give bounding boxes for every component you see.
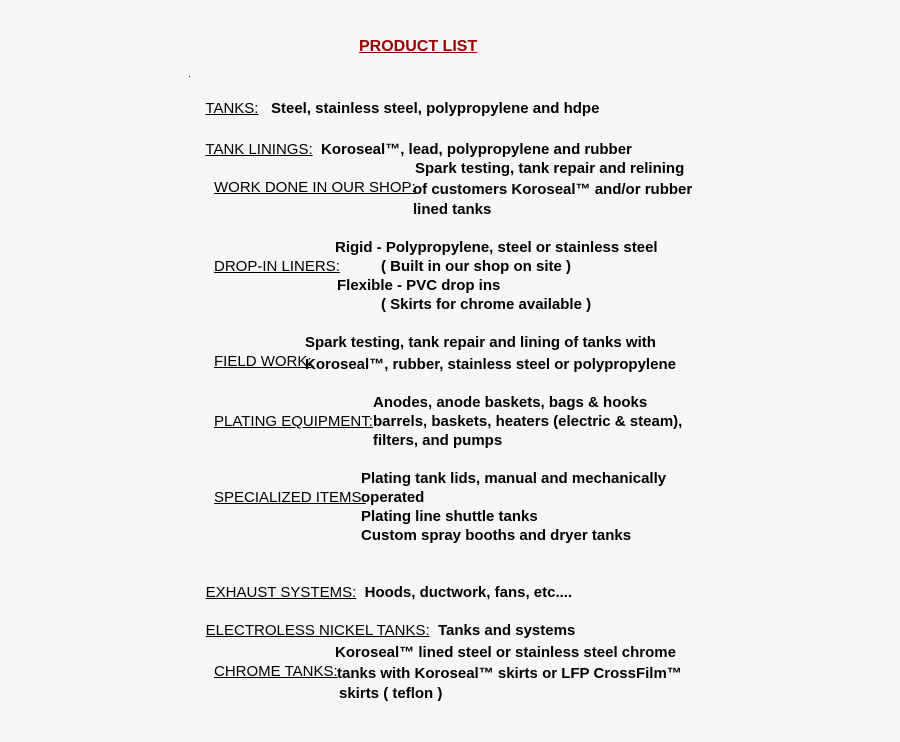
section-text: ( Skirts for chrome available ) [381, 296, 592, 313]
section-text: Custom spray booths and dryer tanks [361, 527, 632, 544]
section-label: DROP-IN LINERS: [214, 258, 340, 275]
section-text: Steel, stainless steel, polypropylene and hdpe [271, 100, 600, 117]
section-text: Koroseal™, lead, polypropylene and rubber [321, 141, 632, 158]
section-label: CHROME TANKS: [214, 663, 338, 680]
section-text: barrels, baskets, heaters (electric & steam), [373, 413, 683, 430]
section-text: skirts ( teflon ) [339, 685, 443, 702]
section-label: WORK DONE IN OUR SHOP: [214, 179, 416, 196]
section-row [189, 333, 312, 390]
section-label: TANKS: [205, 100, 259, 117]
section-text: Tanks and systems [437, 622, 576, 639]
section-text: tanks with Koroseal™ skirts or LFP CrossFilm™ [337, 665, 682, 682]
section-text: Spark testing, tank repair and relining [415, 160, 685, 177]
section-text: filters, and pumps [373, 432, 503, 449]
section-text: lined tanks [413, 201, 492, 218]
section-row [189, 238, 340, 295]
section-text: Anodes, anode baskets, bags & hooks [373, 394, 648, 411]
section-text: Flexible - PVC drop ins [337, 277, 501, 294]
section-row [189, 469, 366, 526]
section-row [189, 643, 338, 700]
section-label: EXHAUST SYSTEMS: [205, 584, 357, 601]
section-text: Hoods, ductwork, fans, etc.... [364, 584, 573, 601]
section-text: Koroseal™, rubber, stainless steel or polypropylene [305, 356, 676, 373]
section-label: SPECIALIZED ITEMS: [214, 489, 366, 506]
section-label: FIELD WORK: [214, 353, 312, 370]
section-text: ( Built in our shop on site ) [381, 258, 571, 275]
section-text: Plating line shuttle tanks [361, 508, 538, 525]
section-text: operated [361, 489, 425, 506]
section-text: of customers Koroseal™ and/or rubber [413, 181, 693, 198]
section-row [189, 393, 373, 450]
section-text: Koroseal™ lined steel or stainless steel chrome [335, 644, 676, 661]
section-text: Rigid - Polypropylene, steel or stainless steel [335, 239, 658, 256]
section-label: ELECTROLESS NICKEL TANKS: [205, 622, 430, 639]
section-text: Plating tank lids, manual and mechanically [361, 470, 667, 487]
section-row [189, 159, 416, 216]
decorative-dot [189, 76, 190, 77]
section-label: PLATING EQUIPMENT: [214, 413, 373, 430]
section-label: TANK LININGS: [205, 141, 313, 158]
section-text: Spark testing, tank repair and lining of tanks with [305, 334, 656, 351]
page-title: PRODUCT LIST [359, 38, 478, 55]
